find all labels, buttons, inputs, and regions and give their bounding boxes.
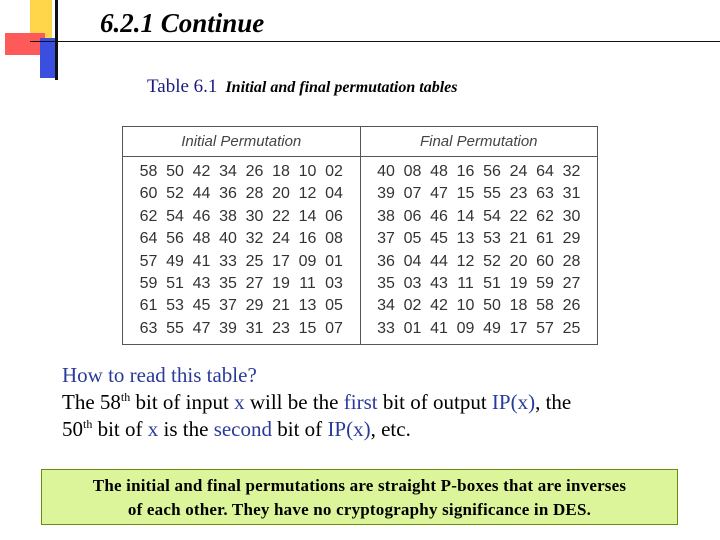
table-row [123, 206, 360, 228]
table-cell: 60 [139, 185, 158, 203]
text-span: The 58 [62, 390, 121, 414]
table-cell: 59 [536, 274, 554, 292]
table-cell: 61 [139, 297, 158, 315]
table-cell: 47 [430, 185, 448, 203]
table-cell: 62 [536, 207, 554, 225]
table-row [123, 318, 360, 340]
table-row [123, 295, 360, 317]
table-cell: 06 [325, 207, 343, 225]
table-cell: 20 [272, 185, 290, 203]
highlight-x: x [234, 390, 245, 414]
table-cell: 56 [166, 230, 184, 248]
decor-red-block [5, 33, 45, 55]
superscript: th [83, 417, 93, 431]
explanation-question: How to read this table? [62, 363, 257, 387]
table-cell: 43 [192, 274, 211, 292]
table-cell: 64 [536, 163, 554, 180]
table-cell: 56 [483, 163, 501, 180]
table-cell: 50 [166, 163, 184, 180]
table-cell: 18 [272, 163, 290, 180]
table-cell: 63 [536, 185, 554, 203]
table-cell: 30 [562, 207, 581, 225]
table-cell: 31 [562, 185, 581, 203]
table-cell: 49 [166, 252, 184, 270]
table-cell: 14 [456, 207, 475, 225]
text-span: bit of [92, 417, 148, 441]
table-cell: 46 [192, 207, 211, 225]
table-cell: 52 [166, 185, 184, 203]
highlight-second: second [213, 417, 273, 441]
table-cell: 39 [219, 319, 237, 337]
table-caption [147, 76, 457, 98]
table-cell: 15 [298, 319, 317, 337]
table-cell: 44 [192, 185, 211, 203]
table-cell: 07 [325, 319, 343, 337]
slide-title: 6.2.1 Continue [100, 8, 265, 38]
table-cell: 17 [272, 252, 290, 270]
header-initial: Initial Permutation [123, 127, 361, 156]
table-row [123, 228, 360, 250]
table-cell: 24 [272, 230, 290, 248]
caption-label: Table 6.1 [147, 76, 218, 97]
table-cell: 03 [403, 274, 422, 292]
table-row [361, 318, 598, 340]
table-cell: 13 [298, 297, 317, 315]
table-cell: 57 [139, 252, 158, 270]
table-cell: 18 [509, 297, 528, 315]
table-cell: 63 [139, 319, 158, 337]
table-cell: 32 [245, 230, 264, 248]
table-cell: 01 [403, 319, 422, 337]
table-cell: 57 [536, 319, 554, 337]
table-cell: 16 [298, 230, 317, 248]
table-cell: 53 [483, 230, 501, 248]
table-cell: 11 [457, 274, 474, 292]
explanation-line-3 [62, 416, 571, 443]
table-cell: 29 [245, 297, 264, 315]
table-cell: 34 [377, 297, 395, 315]
text-span: bit of input [130, 390, 235, 414]
table-cell: 48 [430, 163, 448, 180]
table-cell: 33 [377, 319, 395, 337]
table-cell: 35 [377, 274, 395, 292]
table-cell: 04 [403, 252, 422, 270]
table-cell: 02 [325, 163, 343, 180]
table-cell: 10 [456, 297, 475, 315]
table-cell: 41 [192, 252, 211, 270]
text-span: bit of [272, 417, 328, 441]
table-cell: 22 [272, 207, 290, 225]
table-cell: 22 [509, 207, 528, 225]
table-row [361, 183, 598, 205]
table-cell: 55 [166, 319, 184, 337]
table-cell: 38 [219, 207, 237, 225]
callout-box [41, 469, 678, 525]
table-cell: 43 [430, 274, 448, 292]
table-cell: 49 [483, 319, 501, 337]
table-cell: 05 [403, 230, 422, 248]
table-cell: 38 [377, 207, 395, 225]
table-cell: 32 [562, 163, 581, 180]
table-cell: 60 [536, 252, 554, 270]
table-cell: 50 [483, 297, 501, 315]
explanation-line-2 [62, 389, 571, 416]
table-cell: 59 [139, 274, 158, 292]
table-row [361, 206, 598, 228]
table-cell: 08 [403, 163, 422, 180]
table-cell: 44 [430, 252, 448, 270]
table-cell: 40 [219, 230, 237, 248]
table-cell: 09 [456, 319, 475, 337]
table-cell: 06 [403, 207, 422, 225]
superscript: th [120, 390, 131, 404]
table-cell: 23 [509, 185, 528, 203]
callout-line-1: The initial and final permutations are straight P-boxes that are inverses [92, 476, 627, 495]
table-cell: 36 [219, 185, 237, 203]
table-cell: 24 [509, 163, 528, 180]
table-row [361, 228, 598, 250]
table-row [123, 183, 360, 205]
table-cell: 12 [298, 185, 317, 203]
table-cell: 07 [403, 185, 422, 203]
table-cell: 39 [377, 185, 395, 203]
title-underline [30, 41, 720, 42]
table-cell: 29 [562, 230, 581, 248]
table-cell: 41 [430, 319, 448, 337]
text-span: bit of output [377, 390, 492, 414]
table-cell: 58 [536, 297, 554, 315]
table-cell: 20 [509, 252, 528, 270]
table-cell: 51 [166, 274, 184, 292]
explanation [62, 362, 571, 443]
table-cell: 02 [403, 297, 422, 315]
table-cell: 55 [483, 185, 501, 203]
table-cell: 11 [299, 274, 316, 292]
table-cell: 42 [430, 297, 448, 315]
table-cell: 64 [139, 230, 158, 248]
final-permutation-column [361, 157, 598, 344]
table-cell: 27 [562, 274, 581, 292]
table-cell: 13 [456, 230, 475, 248]
callout-line-2: of each other. They have no cryptography significance in DES. [127, 500, 592, 519]
table-cell: 05 [325, 297, 343, 315]
table-cell: 30 [245, 207, 264, 225]
table-cell: 23 [272, 319, 290, 337]
table-cell: 15 [456, 185, 475, 203]
header-final: Final Permutation [419, 133, 538, 150]
highlight-ipx: IP(x) [491, 390, 536, 414]
table-cell: 08 [325, 230, 343, 248]
text-span: will be the [244, 390, 344, 414]
table-cell: 09 [298, 252, 317, 270]
table-cell: 25 [562, 319, 581, 337]
table-cell: 21 [509, 230, 528, 248]
table-cell: 58 [139, 163, 158, 180]
table-cell: 27 [245, 274, 264, 292]
table-cell: 36 [377, 252, 395, 270]
table-cell: 53 [166, 297, 184, 315]
highlight-first: first [343, 390, 378, 414]
table-row [361, 273, 598, 295]
initial-permutation-column [123, 157, 361, 344]
table-cell: 37 [219, 297, 237, 315]
table-cell: 26 [562, 297, 581, 315]
table-cell: 25 [245, 252, 264, 270]
table-cell: 45 [192, 297, 211, 315]
table-cell: 21 [272, 297, 290, 315]
table-cell: 42 [192, 163, 211, 180]
table-cell: 26 [245, 163, 264, 180]
table-cell: 46 [430, 207, 448, 225]
text-span: 50 [62, 417, 83, 441]
table-cell: 48 [192, 230, 211, 248]
table-cell: 54 [166, 207, 184, 225]
table-cell: 47 [192, 319, 211, 337]
table-cell: 16 [456, 163, 475, 180]
table-header [123, 127, 597, 157]
table-cell: 04 [325, 185, 343, 203]
table-cell: 33 [219, 252, 237, 270]
caption-title: Initial and final permutation tables [225, 79, 458, 96]
table-cell: 10 [298, 163, 317, 180]
text-span: , etc. [370, 417, 411, 441]
table-cell: 52 [483, 252, 501, 270]
text-span: is the [158, 417, 214, 441]
table-cell: 19 [272, 274, 290, 292]
table-cell: 62 [139, 207, 158, 225]
highlight-x: x [147, 417, 159, 441]
table-row [361, 251, 598, 273]
highlight-ipx: IP(x) [327, 417, 371, 441]
table-body [123, 157, 597, 344]
table-row [123, 161, 360, 183]
table-cell: 03 [325, 274, 343, 292]
table-row [361, 295, 598, 317]
table-cell: 54 [483, 207, 501, 225]
decor-vertical-line [55, 0, 58, 80]
table-row [123, 251, 360, 273]
table-cell: 61 [536, 230, 554, 248]
table-cell: 37 [377, 230, 395, 248]
table-cell: 31 [245, 319, 264, 337]
table-cell: 12 [456, 252, 475, 270]
table-cell: 19 [509, 274, 528, 292]
table-cell: 01 [325, 252, 343, 270]
table-cell: 51 [483, 274, 501, 292]
table-cell: 35 [219, 274, 237, 292]
table-row [361, 161, 598, 183]
table-cell: 40 [377, 163, 395, 180]
permutation-table [122, 126, 598, 345]
table-row [123, 273, 360, 295]
table-cell: 28 [245, 185, 264, 203]
table-cell: 34 [219, 163, 237, 180]
table-cell: 17 [509, 319, 528, 337]
table-cell: 45 [430, 230, 448, 248]
table-cell: 28 [562, 252, 581, 270]
table-cell: 14 [298, 207, 317, 225]
text-span: , the [535, 390, 572, 414]
